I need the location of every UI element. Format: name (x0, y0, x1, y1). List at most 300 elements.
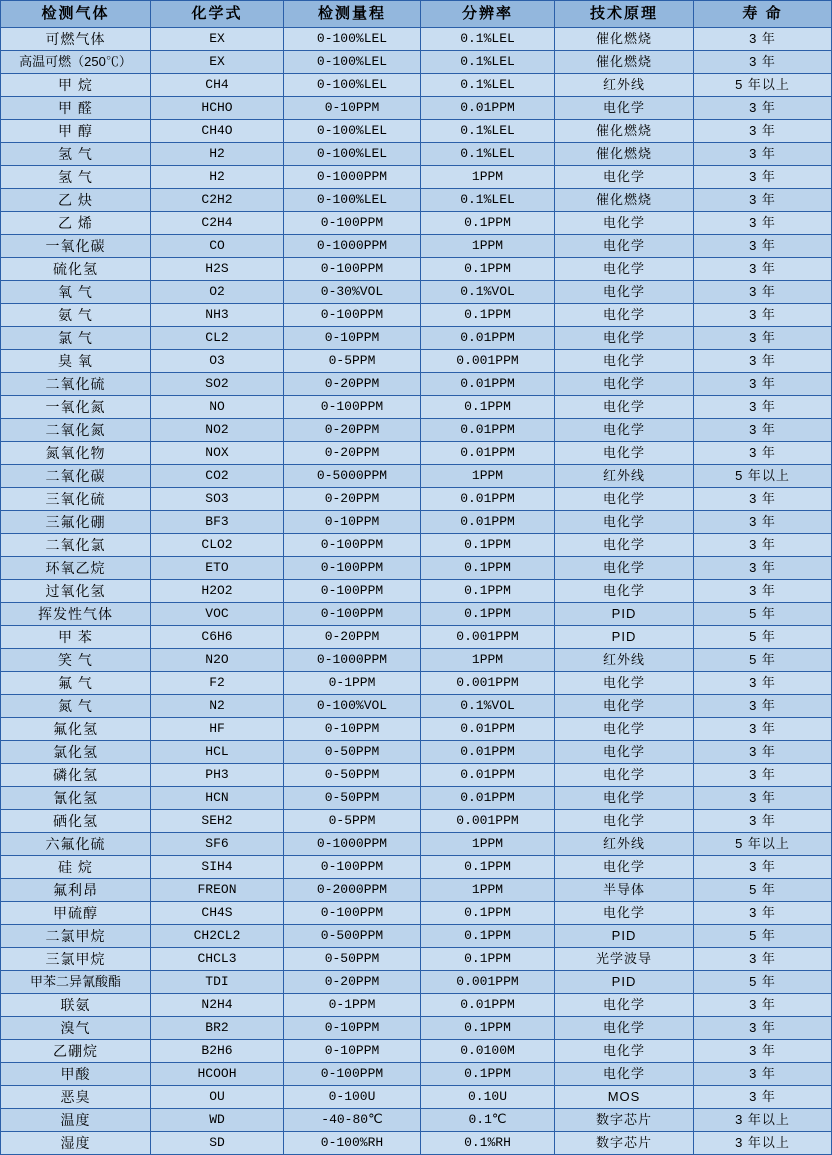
cell-principle: PID (555, 925, 694, 948)
cell-lifetime: 3 年 (694, 442, 832, 465)
cell-resolution: 0.001PPM (421, 810, 555, 833)
cell-gas-name: 氟利昂 (1, 879, 151, 902)
cell-principle: 电化学 (555, 718, 694, 741)
cell-resolution: 0.1PPM (421, 557, 555, 580)
cell-resolution: 0.1PPM (421, 580, 555, 603)
cell-formula: N2O (151, 649, 284, 672)
cell-resolution: 0.1PPM (421, 212, 555, 235)
cell-formula: SO3 (151, 488, 284, 511)
cell-principle: 电化学 (555, 166, 694, 189)
cell-lifetime: 5 年 (694, 925, 832, 948)
cell-range: 0-10PPM (284, 511, 421, 534)
table-row (1, 1132, 832, 1155)
cell-formula: HCOOH (151, 1063, 284, 1086)
cell-lifetime: 3 年以上 (694, 1109, 832, 1132)
cell-lifetime: 3 年 (694, 258, 832, 281)
cell-resolution: 0.1%VOL (421, 695, 555, 718)
cell-formula: HF (151, 718, 284, 741)
cell-range: 0-100%LEL (284, 120, 421, 143)
cell-principle: 催化燃烧 (555, 28, 694, 51)
cell-gas-name: 二氧化氯 (1, 534, 151, 557)
cell-lifetime: 3 年 (694, 787, 832, 810)
cell-resolution: 0.01PPM (421, 994, 555, 1017)
table-row (1, 810, 832, 833)
cell-lifetime: 3 年 (694, 534, 832, 557)
cell-lifetime: 5 年以上 (694, 833, 832, 856)
cell-resolution: 0.1%LEL (421, 51, 555, 74)
cell-gas-name: 甲 烷 (1, 74, 151, 97)
cell-range: 0-50PPM (284, 764, 421, 787)
cell-range: 0-100PPM (284, 304, 421, 327)
cell-lifetime: 5 年 (694, 626, 832, 649)
cell-resolution: 0.1PPM (421, 258, 555, 281)
cell-formula: HCN (151, 787, 284, 810)
cell-principle: 电化学 (555, 534, 694, 557)
cell-formula: CLO2 (151, 534, 284, 557)
table-row (1, 695, 832, 718)
cell-gas-name: 联氨 (1, 994, 151, 1017)
cell-formula: SO2 (151, 373, 284, 396)
table-row (1, 649, 832, 672)
cell-formula: CH4S (151, 902, 284, 925)
cell-range: 0-1PPM (284, 994, 421, 1017)
table-row (1, 787, 832, 810)
cell-principle: 电化学 (555, 1040, 694, 1063)
table-row (1, 948, 832, 971)
table-row (1, 1040, 832, 1063)
cell-lifetime: 3 年 (694, 235, 832, 258)
cell-principle: 催化燃烧 (555, 120, 694, 143)
cell-gas-name: 氮氧化物 (1, 442, 151, 465)
cell-resolution: 0.01PPM (421, 511, 555, 534)
cell-lifetime: 3 年 (694, 1086, 832, 1109)
cell-lifetime: 3 年 (694, 718, 832, 741)
cell-formula: TDI (151, 971, 284, 994)
column-header-resolution: 分辨率 (421, 1, 555, 28)
cell-gas-name: 硫化氢 (1, 258, 151, 281)
cell-range: 0-20PPM (284, 626, 421, 649)
table-row (1, 879, 832, 902)
cell-gas-name: 氟 气 (1, 672, 151, 695)
cell-gas-name: 氰化氢 (1, 787, 151, 810)
cell-resolution: 0.0100M (421, 1040, 555, 1063)
cell-resolution: 0.1%VOL (421, 281, 555, 304)
cell-formula: CL2 (151, 327, 284, 350)
cell-gas-name: 过氧化氢 (1, 580, 151, 603)
cell-lifetime: 3 年 (694, 488, 832, 511)
cell-principle: 电化学 (555, 902, 694, 925)
cell-lifetime: 5 年 (694, 971, 832, 994)
cell-lifetime: 3 年 (694, 810, 832, 833)
cell-range: 0-100PPM (284, 1063, 421, 1086)
cell-lifetime: 5 年 (694, 649, 832, 672)
cell-formula: WD (151, 1109, 284, 1132)
table-row (1, 603, 832, 626)
cell-lifetime: 3 年 (694, 764, 832, 787)
cell-gas-name: 甲硫醇 (1, 902, 151, 925)
cell-gas-name: 一氧化氮 (1, 396, 151, 419)
table-row (1, 396, 832, 419)
cell-formula: C2H4 (151, 212, 284, 235)
cell-range: 0-500PPM (284, 925, 421, 948)
cell-range: 0-100%LEL (284, 51, 421, 74)
table-row (1, 1063, 832, 1086)
cell-range: 0-50PPM (284, 948, 421, 971)
table-row (1, 327, 832, 350)
cell-resolution: 0.1%LEL (421, 28, 555, 51)
cell-formula: BF3 (151, 511, 284, 534)
cell-gas-name: 臭 氧 (1, 350, 151, 373)
cell-gas-name: 二氧化硫 (1, 373, 151, 396)
cell-range: 0-5PPM (284, 810, 421, 833)
table-row (1, 925, 832, 948)
cell-resolution: 0.1%RH (421, 1132, 555, 1155)
cell-lifetime: 3 年 (694, 1063, 832, 1086)
table-row (1, 856, 832, 879)
table-row (1, 1086, 832, 1109)
cell-formula: C2H2 (151, 189, 284, 212)
table-row (1, 442, 832, 465)
cell-gas-name: 三氧化硫 (1, 488, 151, 511)
cell-principle: 电化学 (555, 810, 694, 833)
table-row (1, 580, 832, 603)
cell-range: 0-1000PPM (284, 166, 421, 189)
cell-range: 0-50PPM (284, 741, 421, 764)
cell-formula: CO (151, 235, 284, 258)
cell-formula: H2S (151, 258, 284, 281)
cell-range: 0-100PPM (284, 580, 421, 603)
cell-principle: 电化学 (555, 1017, 694, 1040)
cell-range: 0-100PPM (284, 557, 421, 580)
cell-principle: 电化学 (555, 442, 694, 465)
cell-gas-name: 乙硼烷 (1, 1040, 151, 1063)
cell-lifetime: 3 年 (694, 695, 832, 718)
cell-resolution: 0.1PPM (421, 1063, 555, 1086)
table-row (1, 304, 832, 327)
cell-formula: CH4 (151, 74, 284, 97)
cell-principle: 电化学 (555, 511, 694, 534)
cell-lifetime: 5 年以上 (694, 465, 832, 488)
table-row (1, 373, 832, 396)
cell-principle: 催化燃烧 (555, 143, 694, 166)
cell-principle: PID (555, 626, 694, 649)
cell-principle: 电化学 (555, 764, 694, 787)
cell-range: 0-100PPM (284, 534, 421, 557)
cell-formula: NO2 (151, 419, 284, 442)
cell-gas-name: 硒化氢 (1, 810, 151, 833)
cell-range: 0-10PPM (284, 97, 421, 120)
cell-principle: 电化学 (555, 557, 694, 580)
cell-principle: 电化学 (555, 327, 694, 350)
cell-range: 0-100PPM (284, 396, 421, 419)
column-header-gas-name: 检测气体 (1, 1, 151, 28)
table-row (1, 143, 832, 166)
cell-range: 0-20PPM (284, 419, 421, 442)
cell-gas-name: 恶臭 (1, 1086, 151, 1109)
cell-range: 0-1000PPM (284, 235, 421, 258)
cell-lifetime: 3 年 (694, 672, 832, 695)
cell-lifetime: 3 年 (694, 741, 832, 764)
column-header-lifetime: 寿 命 (694, 1, 832, 28)
cell-principle: 电化学 (555, 580, 694, 603)
cell-principle: 电化学 (555, 235, 694, 258)
cell-formula: CH4O (151, 120, 284, 143)
cell-range: 0-1PPM (284, 672, 421, 695)
cell-lifetime: 3 年 (694, 419, 832, 442)
cell-principle: 红外线 (555, 74, 694, 97)
cell-range: 0-100U (284, 1086, 421, 1109)
cell-gas-name: 氟化氢 (1, 718, 151, 741)
cell-principle: 电化学 (555, 419, 694, 442)
cell-range: 0-50PPM (284, 787, 421, 810)
cell-resolution: 0.1PPM (421, 925, 555, 948)
table-row (1, 212, 832, 235)
cell-lifetime: 3 年 (694, 212, 832, 235)
table-row (1, 741, 832, 764)
cell-resolution: 0.1%LEL (421, 120, 555, 143)
table-row (1, 994, 832, 1017)
table-row (1, 51, 832, 74)
cell-resolution: 0.1℃ (421, 1109, 555, 1132)
cell-resolution: 0.1PPM (421, 902, 555, 925)
cell-principle: 电化学 (555, 281, 694, 304)
cell-gas-name: 三氯甲烷 (1, 948, 151, 971)
cell-lifetime: 3 年 (694, 51, 832, 74)
cell-formula: EX (151, 51, 284, 74)
table-row (1, 1017, 832, 1040)
cell-principle: 电化学 (555, 695, 694, 718)
cell-gas-name: 氯化氢 (1, 741, 151, 764)
cell-gas-name: 氢 气 (1, 166, 151, 189)
cell-principle: 催化燃烧 (555, 51, 694, 74)
cell-gas-name: 二氧化碳 (1, 465, 151, 488)
table-row (1, 672, 832, 695)
cell-lifetime: 3 年 (694, 396, 832, 419)
cell-principle: 红外线 (555, 649, 694, 672)
cell-gas-name: 溴气 (1, 1017, 151, 1040)
cell-resolution: 0.01PPM (421, 373, 555, 396)
cell-gas-name: 氢 气 (1, 143, 151, 166)
cell-principle: 电化学 (555, 741, 694, 764)
cell-lifetime: 3 年 (694, 281, 832, 304)
table-header (1, 1, 832, 28)
cell-resolution: 1PPM (421, 235, 555, 258)
cell-range: 0-1000PPM (284, 833, 421, 856)
cell-range: 0-2000PPM (284, 879, 421, 902)
table-row (1, 764, 832, 787)
cell-lifetime: 3 年 (694, 327, 832, 350)
table-row (1, 557, 832, 580)
cell-principle: 催化燃烧 (555, 189, 694, 212)
cell-resolution: 1PPM (421, 465, 555, 488)
cell-formula: H2 (151, 166, 284, 189)
cell-lifetime: 3 年 (694, 511, 832, 534)
cell-lifetime: 3 年 (694, 948, 832, 971)
cell-formula: CH2CL2 (151, 925, 284, 948)
cell-range: 0-100%LEL (284, 74, 421, 97)
cell-range: -40-80℃ (284, 1109, 421, 1132)
cell-range: 0-100PPM (284, 902, 421, 925)
table-row (1, 258, 832, 281)
cell-resolution: 0.1PPM (421, 603, 555, 626)
cell-range: 0-10PPM (284, 1017, 421, 1040)
cell-gas-name: 磷化氢 (1, 764, 151, 787)
cell-range: 0-100%RH (284, 1132, 421, 1155)
table-row (1, 74, 832, 97)
cell-gas-name: 六氟化硫 (1, 833, 151, 856)
cell-gas-name: 三氟化硼 (1, 511, 151, 534)
cell-principle: 电化学 (555, 396, 694, 419)
cell-range: 0-100PPM (284, 212, 421, 235)
cell-principle: 红外线 (555, 465, 694, 488)
cell-formula: H2O2 (151, 580, 284, 603)
cell-gas-name: 氮 气 (1, 695, 151, 718)
cell-lifetime: 3 年 (694, 902, 832, 925)
table-row (1, 626, 832, 649)
table-row (1, 488, 832, 511)
cell-gas-name: 乙 炔 (1, 189, 151, 212)
cell-principle: 电化学 (555, 994, 694, 1017)
table-row (1, 350, 832, 373)
cell-range: 0-5000PPM (284, 465, 421, 488)
cell-principle: MOS (555, 1086, 694, 1109)
cell-gas-name: 一氧化碳 (1, 235, 151, 258)
cell-principle: 电化学 (555, 350, 694, 373)
table-row (1, 465, 832, 488)
cell-resolution: 0.1%LEL (421, 189, 555, 212)
cell-lifetime: 3 年 (694, 143, 832, 166)
table-row (1, 971, 832, 994)
cell-principle: 电化学 (555, 1063, 694, 1086)
table-row (1, 718, 832, 741)
cell-gas-name: 笑 气 (1, 649, 151, 672)
table-row (1, 166, 832, 189)
cell-lifetime: 3 年以上 (694, 1132, 832, 1155)
cell-gas-name: 甲苯二异氰酸酯 (1, 971, 151, 994)
cell-range: 0-10PPM (284, 1040, 421, 1063)
cell-principle: 电化学 (555, 787, 694, 810)
cell-range: 0-100%VOL (284, 695, 421, 718)
cell-lifetime: 5 年 (694, 603, 832, 626)
cell-principle: 电化学 (555, 304, 694, 327)
table-row (1, 419, 832, 442)
cell-range: 0-20PPM (284, 442, 421, 465)
cell-gas-name: 挥发性气体 (1, 603, 151, 626)
cell-range: 0-20PPM (284, 971, 421, 994)
cell-gas-name: 高温可燃（250℃） (1, 51, 151, 74)
cell-gas-name: 氯 气 (1, 327, 151, 350)
cell-gas-name: 甲 苯 (1, 626, 151, 649)
cell-formula: SD (151, 1132, 284, 1155)
cell-principle: 半导体 (555, 879, 694, 902)
cell-gas-name: 氧 气 (1, 281, 151, 304)
column-header-formula: 化学式 (151, 1, 284, 28)
cell-lifetime: 3 年 (694, 189, 832, 212)
cell-lifetime: 3 年 (694, 1017, 832, 1040)
cell-range: 0-5PPM (284, 350, 421, 373)
cell-range: 0-30%VOL (284, 281, 421, 304)
cell-resolution: 0.01PPM (421, 787, 555, 810)
cell-range: 0-100PPM (284, 856, 421, 879)
cell-principle: 数字芯片 (555, 1109, 694, 1132)
cell-range: 0-100%LEL (284, 143, 421, 166)
cell-gas-name: 温度 (1, 1109, 151, 1132)
cell-formula: O3 (151, 350, 284, 373)
cell-principle: PID (555, 971, 694, 994)
column-header-principle: 技术原理 (555, 1, 694, 28)
cell-principle: 红外线 (555, 833, 694, 856)
cell-range: 0-20PPM (284, 373, 421, 396)
cell-resolution: 0.1PPM (421, 534, 555, 557)
cell-resolution: 1PPM (421, 166, 555, 189)
cell-resolution: 0.01PPM (421, 764, 555, 787)
cell-formula: SEH2 (151, 810, 284, 833)
cell-lifetime: 3 年 (694, 994, 832, 1017)
cell-resolution: 0.1PPM (421, 304, 555, 327)
cell-lifetime: 5 年 (694, 879, 832, 902)
cell-resolution: 1PPM (421, 833, 555, 856)
cell-lifetime: 3 年 (694, 120, 832, 143)
cell-gas-name: 湿度 (1, 1132, 151, 1155)
cell-resolution: 0.10U (421, 1086, 555, 1109)
cell-principle: 电化学 (555, 488, 694, 511)
cell-range: 0-100%LEL (284, 28, 421, 51)
cell-formula: H2 (151, 143, 284, 166)
cell-resolution: 0.1%LEL (421, 74, 555, 97)
cell-formula: CHCL3 (151, 948, 284, 971)
cell-principle: 电化学 (555, 672, 694, 695)
cell-formula: BR2 (151, 1017, 284, 1040)
table-row (1, 833, 832, 856)
cell-principle: 光学波导 (555, 948, 694, 971)
cell-resolution: 0.01PPM (421, 442, 555, 465)
header-row (1, 1, 832, 28)
cell-range: 0-100%LEL (284, 189, 421, 212)
cell-resolution: 0.1PPM (421, 396, 555, 419)
cell-gas-name: 可燃气体 (1, 28, 151, 51)
cell-gas-name: 甲 醇 (1, 120, 151, 143)
cell-principle: 电化学 (555, 212, 694, 235)
cell-formula: OU (151, 1086, 284, 1109)
cell-range: 0-100PPM (284, 258, 421, 281)
table-row (1, 511, 832, 534)
cell-formula: VOC (151, 603, 284, 626)
cell-gas-name: 甲 醛 (1, 97, 151, 120)
cell-lifetime: 5 年以上 (694, 74, 832, 97)
table-row (1, 189, 832, 212)
cell-resolution: 0.01PPM (421, 419, 555, 442)
cell-principle: 电化学 (555, 856, 694, 879)
cell-resolution: 1PPM (421, 649, 555, 672)
cell-range: 0-10PPM (284, 327, 421, 350)
cell-range: 0-10PPM (284, 718, 421, 741)
cell-resolution: 0.1PPM (421, 948, 555, 971)
cell-formula: C6H6 (151, 626, 284, 649)
cell-gas-name: 环氧乙烷 (1, 557, 151, 580)
cell-formula: N2H4 (151, 994, 284, 1017)
cell-formula: N2 (151, 695, 284, 718)
cell-resolution: 0.01PPM (421, 327, 555, 350)
cell-lifetime: 3 年 (694, 350, 832, 373)
cell-formula: O2 (151, 281, 284, 304)
cell-lifetime: 3 年 (694, 580, 832, 603)
cell-resolution: 0.001PPM (421, 971, 555, 994)
cell-principle: 数字芯片 (555, 1132, 694, 1155)
cell-formula: B2H6 (151, 1040, 284, 1063)
cell-lifetime: 3 年 (694, 28, 832, 51)
cell-formula: HCHO (151, 97, 284, 120)
cell-resolution: 0.01PPM (421, 488, 555, 511)
